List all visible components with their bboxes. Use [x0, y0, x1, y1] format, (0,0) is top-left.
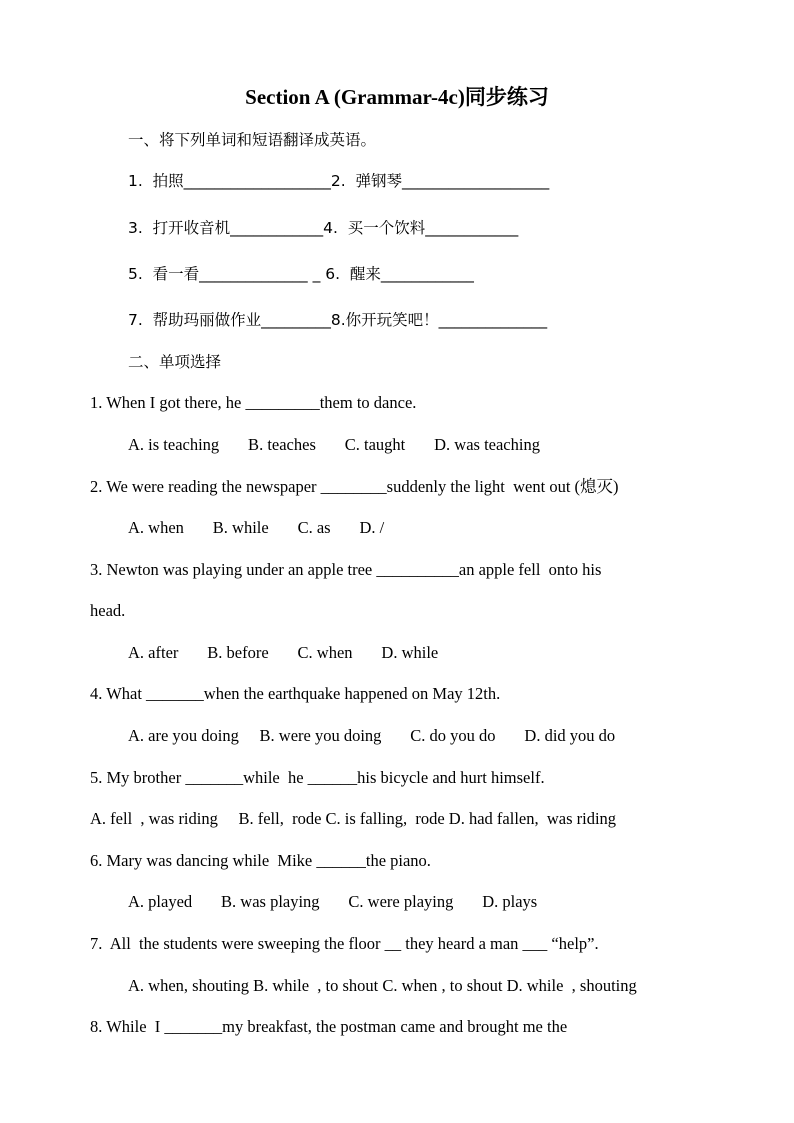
translate-row: 3. 打开收音机____________4. 买一个饮料____________ — [128, 219, 519, 237]
translate-row: 1. 拍照___________________2. 弹钢琴___________________ — [128, 172, 550, 190]
translate-row: 7. 帮助玛丽做作业_________8.你开玩笑吧！______________ — [128, 311, 548, 329]
question-line: head. — [90, 601, 126, 620]
page-title: Section A (Grammar-4c)同步练习 — [245, 85, 549, 109]
question-line: 1. When I got there, he _________them to dance. — [90, 393, 417, 412]
options-line: A. is teaching B. teaches C. taught D. was teaching — [128, 435, 540, 454]
section-heading-translate: 一、将下列单词和短语翻译成英语。 — [128, 131, 377, 149]
question-line: 5. My brother _______while he ______his bicycle and hurt himself. — [90, 768, 545, 787]
options-line: A. when B. while C. as D. / — [128, 518, 385, 537]
options-line: A. when, shouting B. while , to shout C. when , to shout D. while , shouting — [128, 976, 637, 995]
options-line: A. fell , was riding B. fell, rode C. is falling, rode D. had fallen, was riding — [90, 809, 617, 828]
question-line: 6. Mary was dancing while Mike ______the piano. — [90, 851, 431, 870]
question-line: 7. All the students were sweeping the floor __ they heard a man ___ “help”. — [90, 934, 599, 953]
translate-row: 5. 看一看______________ _ 6. 醒来____________ — [128, 265, 474, 283]
question-line: 4. What _______when the earthquake happened on May 12th. — [90, 684, 501, 703]
question-line: 8. While I _______my breakfast, the postman came and brought me the — [90, 1017, 568, 1036]
question-line: 2. We were reading the newspaper ________suddenly the light went out (熄灭) — [90, 477, 619, 496]
options-line: A. are you doing B. were you doing C. do you do D. did you do — [128, 726, 616, 745]
options-line: A. after B. before C. when D. while — [128, 643, 439, 662]
question-line: 3. Newton was playing under an apple tree __________an apple fell onto his — [90, 560, 602, 579]
section-heading-choice: 二、单项选择 — [128, 353, 222, 371]
options-line: A. played B. was playing C. were playing D. plays — [128, 892, 538, 911]
